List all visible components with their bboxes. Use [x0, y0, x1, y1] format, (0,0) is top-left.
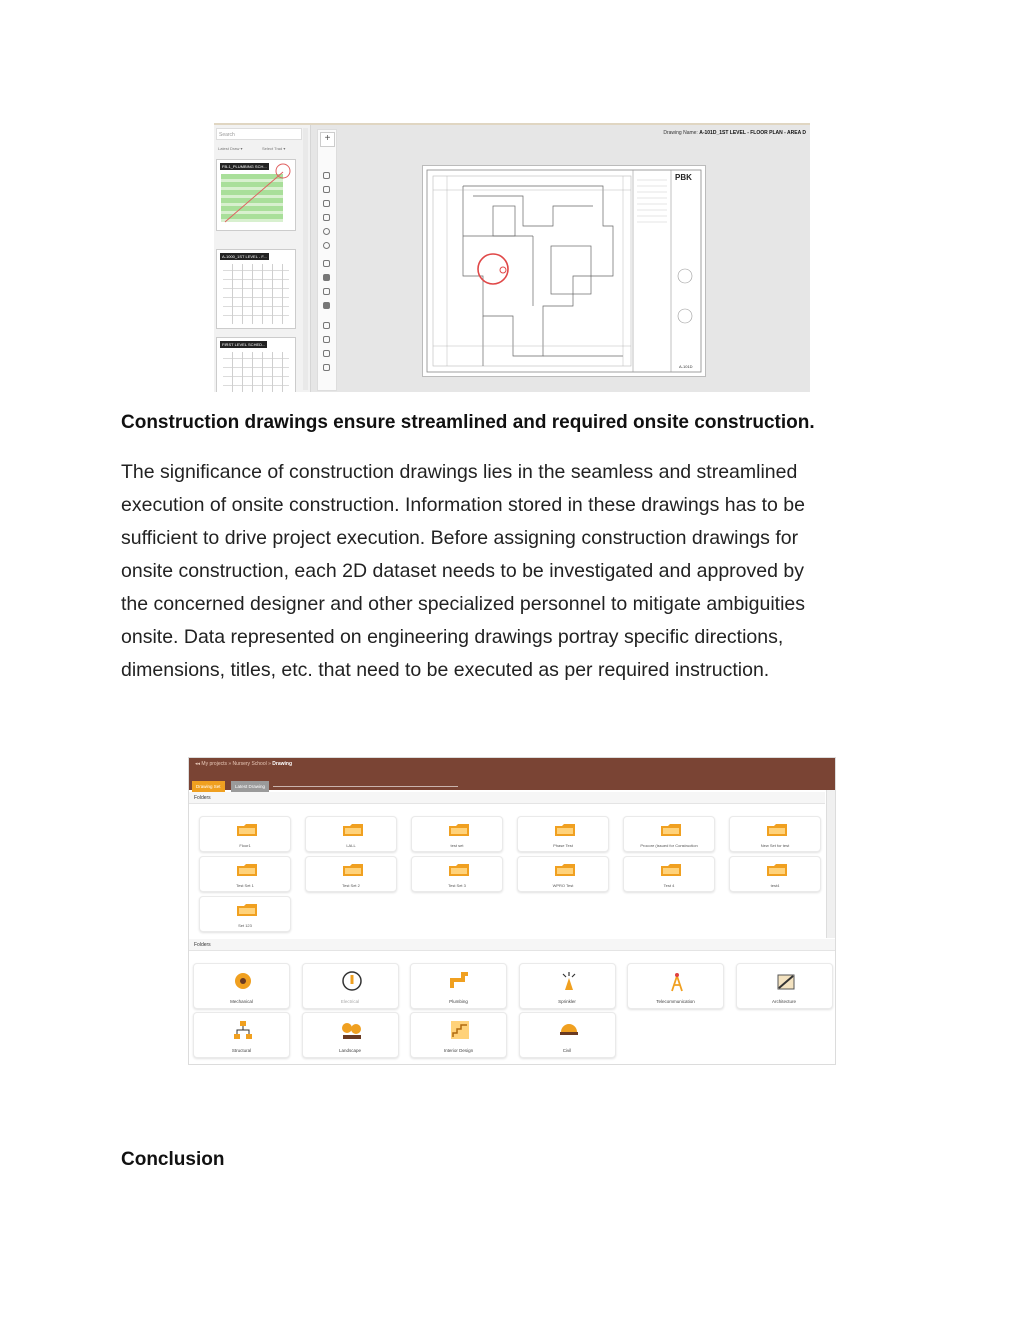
- thumbnail-label: A-1000_1ST LEVEL - F...: [222, 254, 267, 259]
- pipe-icon: [449, 970, 471, 992]
- discipline-card[interactable]: [193, 1012, 290, 1058]
- discipline-label: Architecture: [771, 999, 796, 1004]
- discipline-card[interactable]: [193, 963, 290, 1009]
- stamp-icon[interactable]: [323, 302, 330, 309]
- folder-icon: [342, 863, 364, 877]
- discipline-card[interactable]: [627, 963, 724, 1009]
- latest-drawing-filter[interactable]: Latest Draw ▾: [218, 146, 243, 151]
- search-underline[interactable]: [273, 786, 458, 787]
- cloud-icon[interactable]: [323, 274, 330, 281]
- drawing-name-value: A-101D_1ST LEVEL - FLOOR PLAN - AREA D: [699, 130, 806, 136]
- search-input[interactable]: Search: [216, 128, 302, 140]
- folder-label: New Set for test: [760, 843, 790, 848]
- folder-icon: [554, 863, 576, 877]
- brush-icon[interactable]: [323, 288, 330, 295]
- discipline-label: Telecommunication: [656, 999, 695, 1004]
- title-block-logo: PBK: [675, 173, 692, 182]
- folder-browser-screenshot: [188, 757, 836, 1065]
- trade-filter[interactable]: Select Trad ▾: [262, 146, 286, 151]
- folder-card[interactable]: [623, 856, 715, 892]
- zoom-in-button[interactable]: +: [320, 132, 335, 147]
- folder-card[interactable]: [411, 816, 503, 852]
- folder-icon: [236, 823, 258, 837]
- folder-card[interactable]: [305, 816, 397, 852]
- thumbnail-label: FIRST LEVEL SCHED...: [222, 342, 266, 347]
- plug-icon: [341, 970, 363, 992]
- discipline-card[interactable]: [519, 963, 616, 1009]
- folder-card[interactable]: [199, 856, 291, 892]
- drawing-name: [663, 130, 806, 136]
- floor-plan-drawing: [423, 166, 705, 376]
- folder-icon: [766, 823, 788, 837]
- discipline-card[interactable]: [302, 1012, 399, 1058]
- discipline-label: Mechanical: [230, 999, 253, 1004]
- helmet-icon: [558, 1019, 580, 1041]
- folder-label: test4: [770, 883, 780, 888]
- conclusion-heading: Conclusion: [121, 1149, 225, 1170]
- drawing-thumbnail[interactable]: [216, 337, 296, 392]
- folder-label: Phase Test: [553, 843, 573, 848]
- sheet-number: A-101D: [679, 364, 693, 369]
- pen-icon[interactable]: [323, 186, 330, 193]
- paragraph-line: execution of onsite construction. Information stored in these drawings has to be: [121, 494, 805, 516]
- trees-icon: [341, 1019, 363, 1041]
- discipline-label: Landscape: [338, 1048, 362, 1053]
- folders-scrollbar[interactable]: [826, 790, 835, 938]
- folders-section-header: Folders: [189, 792, 825, 804]
- folder-card[interactable]: [517, 816, 609, 852]
- tab-drawing-set[interactable]: Drawing Set: [192, 781, 225, 792]
- sidebar-scrollbar[interactable]: [303, 128, 308, 390]
- stairs-icon: [449, 1019, 471, 1041]
- markup-toolbar: [317, 129, 337, 391]
- tab-latest-drawing[interactable]: Latest Drawing: [231, 781, 269, 792]
- crop-icon[interactable]: [323, 200, 330, 207]
- breadcrumb-project[interactable]: Nursery School: [232, 761, 267, 767]
- pointer-icon[interactable]: [323, 322, 330, 329]
- paragraph-line: onsite. Data represented on engineering drawings portray specific directions,: [121, 626, 784, 648]
- triangle-icon[interactable]: [323, 260, 330, 267]
- pin-icon[interactable]: [323, 172, 330, 179]
- sprinkler-icon: [558, 970, 580, 992]
- drawing-name-label: Drawing Name:: [663, 130, 698, 136]
- move-icon[interactable]: [323, 336, 330, 343]
- discipline-card[interactable]: [302, 963, 399, 1009]
- folder-icon: [554, 823, 576, 837]
- drawing-thumbnail[interactable]: [216, 249, 296, 329]
- folder-label: test set: [450, 843, 464, 848]
- eraser-icon[interactable]: [323, 364, 330, 371]
- discipline-label: Interior Design: [443, 1048, 474, 1053]
- discipline-card[interactable]: [410, 1012, 507, 1058]
- breadcrumb-my-projects[interactable]: My projects: [201, 761, 227, 767]
- folder-icon: [236, 903, 258, 917]
- folder-card[interactable]: [623, 816, 715, 852]
- discipline-card[interactable]: [736, 963, 833, 1009]
- folder-label: Test Set 1: [236, 883, 254, 888]
- thumbnail-preview: [223, 264, 289, 324]
- drafting-icon: [775, 970, 797, 992]
- folder-card[interactable]: [305, 856, 397, 892]
- folder-card[interactable]: [199, 816, 291, 852]
- breadcrumb: ◂◂ My projects » Nursery School » Drawing: [195, 761, 293, 767]
- folder-label: Set 123: [238, 923, 252, 928]
- floor-plan-sheet[interactable]: [422, 165, 706, 377]
- markup-overlay: [217, 160, 295, 230]
- folder-label: Procore (issued for Construction: [640, 843, 698, 848]
- paragraph-line: the concerned designer and other specialized personnel to mitigate ambiguities: [121, 593, 806, 615]
- folder-label: Test Set 2: [342, 883, 360, 888]
- folder-label: Floor1: [239, 843, 251, 848]
- folder-label: Test 4: [663, 883, 675, 888]
- folder-label: Test Set 3: [448, 883, 466, 888]
- discipline-label: Plumbing: [449, 999, 468, 1004]
- folder-card[interactable]: [729, 816, 821, 852]
- drawing-viewer-screenshot: [214, 123, 810, 392]
- paragraph-line: onsite construction, each 2D dataset needs to be investigated and approved by: [121, 560, 804, 582]
- view-tabs: [192, 775, 271, 787]
- app-header: [189, 758, 835, 790]
- disciplines-section-header: Folders: [189, 939, 835, 951]
- folder-card[interactable]: [517, 856, 609, 892]
- discipline-card[interactable]: [519, 1012, 616, 1058]
- circle-icon[interactable]: [323, 228, 330, 235]
- folder-label: WPRO Test: [552, 883, 574, 888]
- folder-icon: [236, 863, 258, 877]
- folder-icon: [342, 823, 364, 837]
- drawing-sidebar: [214, 125, 311, 392]
- crosshair-icon[interactable]: [323, 350, 330, 357]
- drawing-thumbnail[interactable]: [216, 159, 296, 231]
- thumbnail-label: FB-1_PLUMBING SCH...: [222, 164, 267, 169]
- folder-card[interactable]: [199, 896, 291, 932]
- discipline-label: Civil: [562, 1048, 572, 1053]
- discipline-label: Structural: [231, 1048, 252, 1053]
- paragraph-line: sufficient to drive project execution. Before assigning construction drawings for: [121, 527, 799, 549]
- folder-icon: [448, 823, 470, 837]
- folder-icon: [660, 823, 682, 837]
- discipline-label: Sprinkler: [558, 999, 576, 1004]
- antenna-icon: [666, 970, 688, 992]
- discipline-card[interactable]: [410, 963, 507, 1009]
- folder-label: LALL: [346, 843, 356, 848]
- gear-icon: [232, 970, 254, 992]
- breadcrumb-current: Drawing: [272, 761, 293, 767]
- folder-card[interactable]: [729, 856, 821, 892]
- hierarchy-icon: [232, 1019, 254, 1041]
- thumbnail-preview: [223, 352, 289, 392]
- folder-icon: [660, 863, 682, 877]
- section-heading: Construction drawings ensure streamlined and required onsite construction.: [121, 412, 815, 433]
- folder-icon: [766, 863, 788, 877]
- paragraph-line: The significance of construction drawings lies in the seamless and streamlined: [121, 461, 798, 483]
- folder-icon: [448, 863, 470, 877]
- measure-icon[interactable]: [323, 214, 330, 221]
- body-paragraph: [121, 456, 921, 687]
- folder-card[interactable]: [411, 856, 503, 892]
- paragraph-line: dimensions, titles, etc. that need to be executed as per required instruction.: [121, 659, 770, 681]
- discipline-label: Electrical: [340, 999, 360, 1004]
- ellipse-icon[interactable]: [323, 242, 330, 249]
